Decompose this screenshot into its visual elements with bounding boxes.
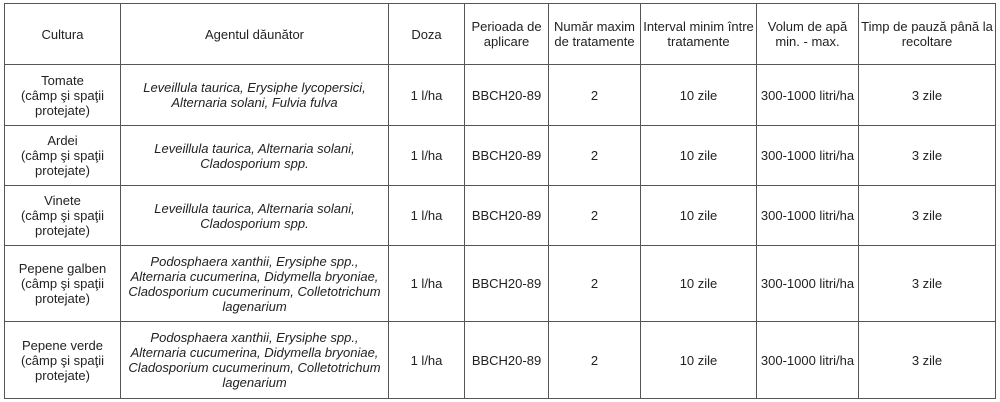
table-row	[5, 65, 996, 126]
max-treatments-cell: 2	[549, 65, 641, 126]
crop-name: Vinete	[44, 193, 81, 208]
header-max-treatments: Număr maxim de tratamente	[549, 4, 641, 65]
crop-note: (câmp şi spaţii protejate)	[20, 276, 105, 306]
crop-name: Pepene verde	[22, 337, 103, 353]
interval-cell: 10 zile	[641, 126, 757, 186]
treatment-table	[4, 3, 996, 399]
table-row	[5, 322, 996, 399]
preharvest-cell: 3 zile	[859, 65, 996, 126]
crop-name: Tomate	[41, 72, 84, 88]
preharvest-cell: 3 zile	[859, 322, 996, 399]
dose-cell: 1 l/ha	[389, 126, 465, 186]
water-cell: 300-1000 litri/ha	[757, 186, 859, 246]
water-cell: 300-1000 litri/ha	[757, 246, 859, 322]
crop-note: (câmp şi spaţii protejate)	[20, 352, 105, 383]
preharvest-cell: 3 zile	[859, 246, 996, 322]
crop-name: Ardei	[47, 133, 78, 148]
interval-cell: 10 zile	[641, 322, 757, 399]
dose-cell: 1 l/ha	[389, 322, 465, 399]
header-row	[5, 4, 996, 65]
table-row	[5, 126, 996, 186]
header-preharvest: Timp de pauză până la recoltare	[859, 4, 996, 65]
period-cell: BBCH20-89	[465, 246, 549, 322]
crop-cell	[5, 186, 121, 246]
water-cell: 300-1000 litri/ha	[757, 126, 859, 186]
table-row	[5, 246, 996, 322]
water-cell: 300-1000 litri/ha	[757, 322, 859, 399]
preharvest-cell: 3 zile	[859, 186, 996, 246]
header-period: Perioada de aplicare	[465, 4, 549, 65]
period-cell: BBCH20-89	[465, 65, 549, 126]
max-treatments-cell: 2	[549, 322, 641, 399]
dose-cell: 1 l/ha	[389, 246, 465, 322]
crop-note: (câmp şi spaţii protejate)	[20, 208, 105, 238]
max-treatments-cell: 2	[549, 246, 641, 322]
header-crop: Cultura	[5, 4, 121, 65]
period-cell: BBCH20-89	[465, 126, 549, 186]
dose-cell: 1 l/ha	[389, 65, 465, 126]
interval-cell: 10 zile	[641, 246, 757, 322]
table-row	[5, 186, 996, 246]
header-agent: Agentul dăunător	[121, 4, 389, 65]
crop-cell	[5, 126, 121, 186]
water-cell: 300-1000 litri/ha	[757, 65, 859, 126]
period-cell: BBCH20-89	[465, 322, 549, 399]
agent-cell: Leveillula taurica, Erysiphe lycopersici, Alternaria solani, Fulvia fulva	[121, 65, 389, 126]
agent-cell: Leveillula taurica, Alternaria solani, Cladosporium spp.	[121, 126, 389, 186]
crop-cell	[5, 246, 121, 322]
dose-cell: 1 l/ha	[389, 186, 465, 246]
document-page	[4, 3, 996, 399]
crop-cell	[5, 322, 121, 399]
interval-cell: 10 zile	[641, 65, 757, 126]
crop-note: (câmp şi spaţii protejate)	[20, 148, 105, 178]
crop-cell	[5, 65, 121, 126]
agent-cell: Podosphaera xanthii, Erysiphe spp., Alternaria cucumerina, Didymella bryoniae, Cladosporium cucumerinum, Colletotrichum lagenarium	[121, 246, 389, 322]
preharvest-cell: 3 zile	[859, 126, 996, 186]
header-interval: Interval minim între tratamente	[641, 4, 757, 65]
crop-note: (câmp şi spaţii protejate)	[20, 87, 105, 118]
header-water: Volum de apă min. - max.	[757, 4, 859, 65]
header-dose: Doza	[389, 4, 465, 65]
max-treatments-cell: 2	[549, 186, 641, 246]
agent-cell: Leveillula taurica, Alternaria solani, Cladosporium spp.	[121, 186, 389, 246]
period-cell: BBCH20-89	[465, 186, 549, 246]
agent-cell: Podosphaera xanthii, Erysiphe spp., Alternaria cucumerina, Didymella bryoniae, Cladosporium cucumerinum, Colletotrichum lagenarium	[121, 322, 389, 399]
max-treatments-cell: 2	[549, 126, 641, 186]
interval-cell: 10 zile	[641, 186, 757, 246]
crop-name: Pepene galben	[18, 261, 107, 276]
